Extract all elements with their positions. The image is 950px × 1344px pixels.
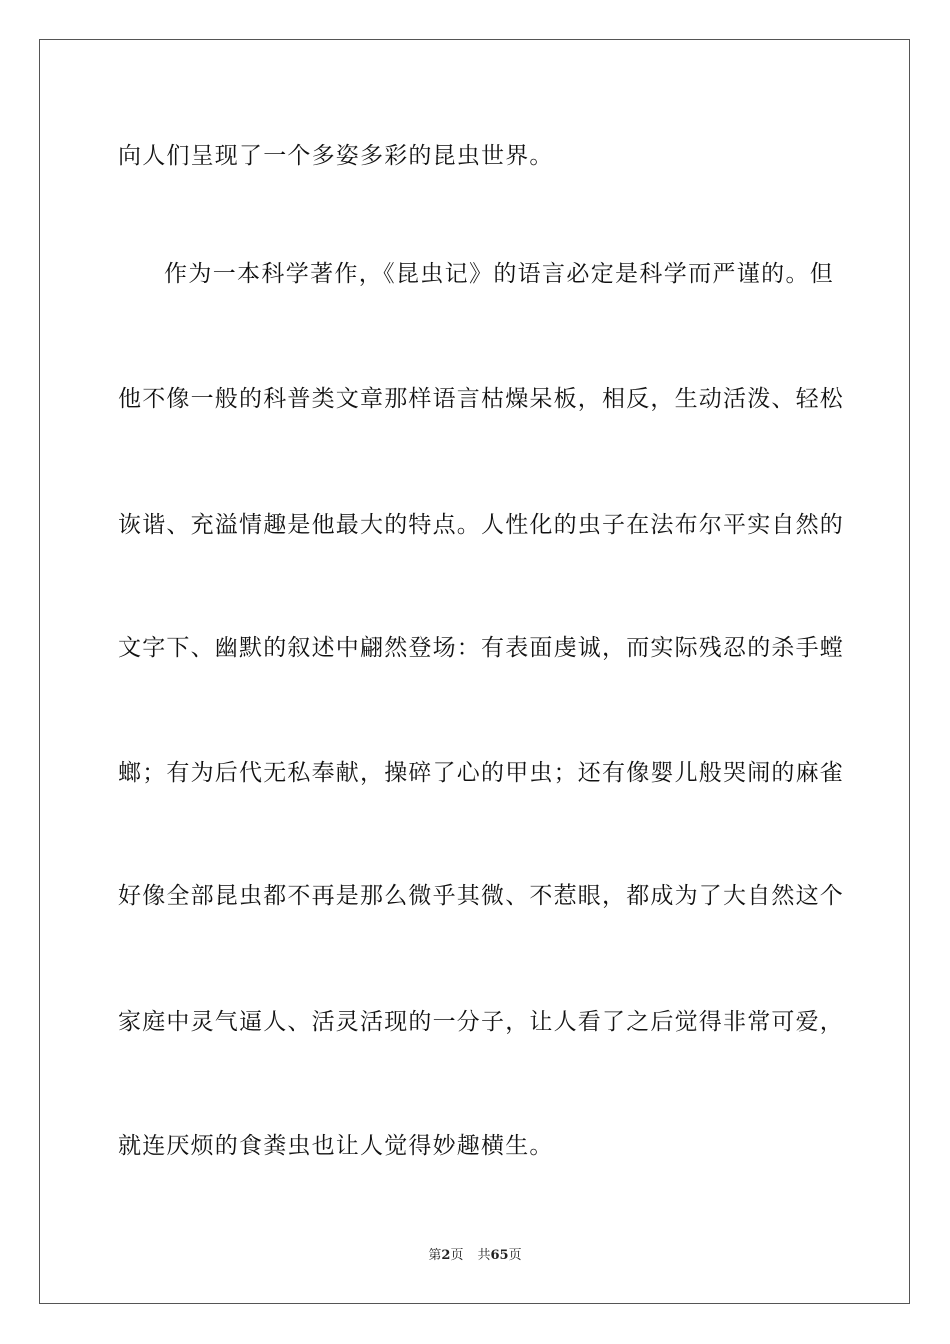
text-line-2: 作为一本科学著作，《昆虫记》的语言必定是科学而严谨的。但 [164,261,834,287]
page-prefix: 第 [428,1248,442,1263]
page-border [39,39,910,1304]
text-line-3: 他不像一般的科普类文章那样语言枯燥呆板，相反，生动活泼、轻松 [118,386,844,412]
page-footer [0,1247,950,1265]
total-pages: 65 [490,1248,509,1263]
text-line-6: 螂；有为后代无私奉献，操碎了心的甲虫；还有像婴儿般哭闹的麻雀 [118,760,844,786]
text-line-5: 文字下、幽默的叙述中翩然登场：有表面虔诚，而实际残忍的杀手螳 [118,635,844,661]
text-line-1: 向人们呈现了一个多姿多彩的昆虫世界。 [118,143,554,169]
page-suffix: 页 [450,1248,464,1263]
total-prefix: 共 [477,1248,491,1263]
text-line-9: 就连厌烦的食粪虫也让人觉得妙趣横生。 [118,1133,554,1159]
total-suffix: 页 [508,1248,522,1263]
page-number: 2 [441,1248,451,1263]
text-line-7: 好像全部昆虫都不再是那么微乎其微、不惹眼，都成为了大自然这个 [118,883,844,909]
text-line-4: 诙谐、充溢情趣是他最大的特点。人性化的虫子在法布尔平实自然的 [118,512,844,538]
text-line-8: 家庭中灵气逼人、活灵活现的一分子，让人看了之后觉得非常可爱， [118,1009,844,1035]
